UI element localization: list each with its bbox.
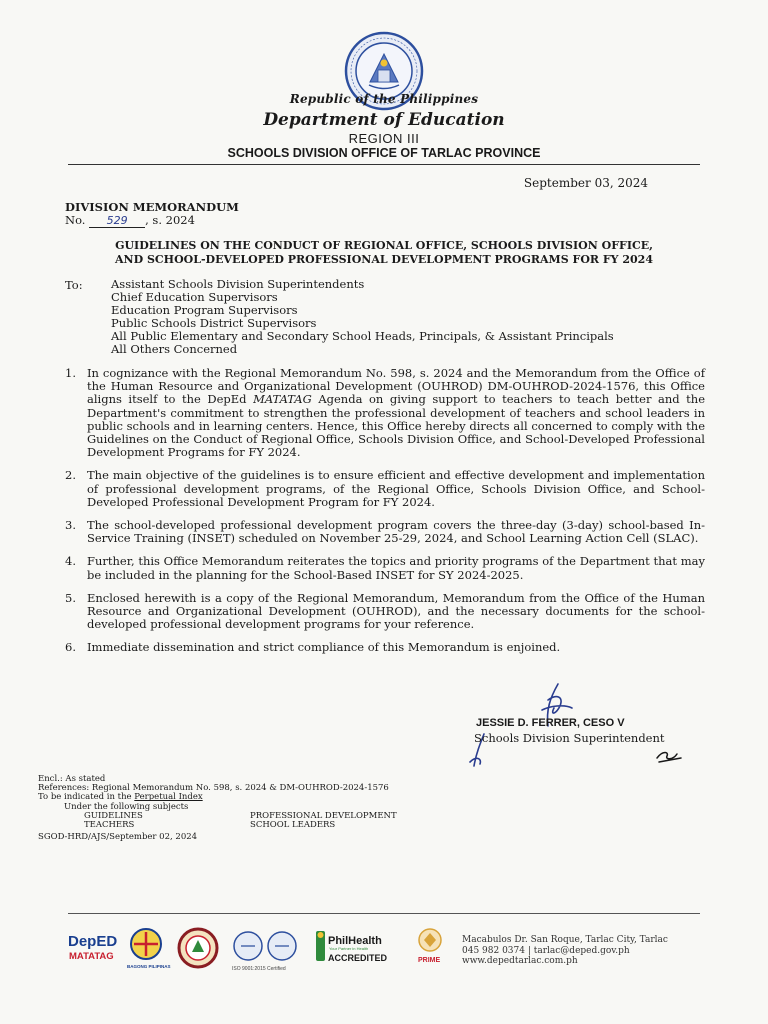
references-note: References: Regional Memorandum No. 598, s. 2024 & DM-OUHROD-2024-1576 [38,783,389,794]
subjects-column-2 [250,812,397,830]
subjects-note: Under the following subjects [64,801,189,812]
paragraph-number: 4. [65,554,76,569]
recipient-item: Chief Education Supervisors [111,290,278,304]
paragraph-number: 2. [65,468,76,483]
paragraph-text: In cognizance with the Regional Memorandum No. 598, s. 2024 and the Memorandum from the Office of the Human Resource and Organizational Development (OUHROD) DM-OUHROD-2024-1576, this Office aligns itself to the DepEd [87,366,705,407]
memo-number: 529 [89,214,145,228]
paragraph-number: 3. [65,518,76,533]
paragraph-number: 1. [65,366,76,380]
paragraph-number: 5. [65,590,76,605]
footnotes [38,775,389,812]
paragraph [65,367,705,459]
index-prefix: To be indicated in the [38,792,135,803]
paragraph-text: Agenda on giving support to teachers to teach better and the Department's commitment to strengthen the professional development of teachers and school leaders in public schools and in learning centers. Hence, this Office hereby directs all concerned to comply with the Guidelines on the Conduct of Regional Office, Schools Division Office, and School-Developed Professional Development Programs for FY 2024. [87,392,705,460]
signatory-name: JESSIE D. FERRER, CESO V [476,717,625,729]
prime-hrm-logo [418,929,441,964]
to-label: To: [65,278,83,292]
footer-contact [462,935,668,967]
footer-divider [68,913,700,914]
recipient-item: All Others Concerned [111,342,238,356]
signatory-title: Schools Division Superintendent [474,731,665,745]
initial-mark-icon [655,748,683,764]
paragraph-text: Further, this Office Memorandum reiterates the topics and priority programs of the Department that may be included in the planning for the School-Based INSET for SY 2024-2025. [87,554,705,582]
accredited-text: ACCREDITED [328,953,388,963]
subjects-column-1 [84,812,143,830]
enclosure-note: Encl.: As stated [38,774,106,784]
paragraph-number: 6. [65,640,76,655]
sdo-tarlac-seal-icon [179,929,217,967]
deped-matatag-logo [68,933,117,962]
paragraph [65,592,705,632]
footer-logos [68,926,458,972]
bagong-pilipinas-text: BAGONG PILIPINAS [127,964,171,969]
paragraph-text: Immediate dissemination and strict compliance of this Memorandum is enjoined. [87,640,561,655]
recipient-item: Assistant Schools Division Superintendents [111,277,365,291]
perpetual-index-label: Perpetual Index [134,792,203,803]
subject-line-1: GUIDELINES ON THE CONDUCT OF REGIONAL OFFICE, SCHOOLS DIVISION OFFICE, [115,239,653,252]
recipient-item: Education Program Supervisors [111,303,298,317]
reference-code: SGOD-HRD/AJS/September 02, 2024 [38,832,198,842]
memo-no-prefix: No. [65,213,86,227]
recipient-item: Public Schools District Supervisors [111,316,317,330]
recipient-item: All Public Elementary and Secondary School Heads, Principals, & Assistant Principals [111,329,614,343]
memo-series: , s. 2024 [145,213,195,227]
subject-tag: TEACHERS [84,820,135,831]
website-link[interactable]: www.depedtarlac.com.ph [462,956,578,966]
memo-type: DIVISION MEMORANDUM [65,200,239,214]
subject-tag: GUIDELINES [84,811,143,821]
paragraph [65,641,705,654]
recipient-list [111,278,614,356]
memo-subject [70,239,698,267]
paragraph-text: Enclosed herewith is a copy of the Regional Memorandum, Memorandum from the Office of the Human Resource and Organizational Development (OUHROD), and the necessary documents for the school-developed professional development programs for your reference. [87,590,705,632]
philhealth-tagline: Your Partner in Health [329,946,369,951]
memo-date: September 03, 2024 [523,176,648,190]
matatag-logo-text: MATATAG [69,951,114,962]
deped-logo-text: DepED [68,933,118,950]
paragraph [65,519,705,545]
iso-certified-text: ISO 9001:2015 Certified [232,966,286,972]
philhealth-accredited-logo [316,931,388,963]
bagong-pilipinas-logo [127,929,171,969]
iso-certification-logo [232,932,296,972]
prime-text: PRIME [418,957,441,964]
contact-info[interactable]: 045 982 0374 | tarlac@deped.gov.ph [462,945,630,956]
paragraph-text: The school-developed professional development program covers the three-day (3-day) school-based In-Service Training (INSET) scheduled on November 25-29, 2024, and School Learning Action Cell (SLAC). [87,518,705,546]
office-address: Macabulos Dr. San Roque, Tarlac City, Tarlac [462,935,668,945]
header-divider [68,164,700,165]
memo-body [65,367,705,665]
memo-number-line [65,213,195,228]
subject-tag: SCHOOL LEADERS [250,820,336,831]
paragraph-text: The main objective of the guidelines is to ensure efficient and effective development and implementation of professional development programs, of the Regional Office, Schools Division Office, and School-Developed Professional Development Program for FY 2024. [87,468,705,509]
header-department: Department of Education [263,110,505,130]
paragraph [65,469,705,509]
philhealth-text: PhilHealth [328,935,382,947]
header-republic: Republic of the Philippines [289,92,479,106]
header-office: SCHOOLS DIVISION OFFICE OF TARLAC PROVINCE [227,146,541,160]
subject-line-2: AND SCHOOL-DEVELOPED PROFESSIONAL DEVELOPMENT PROGRAMS FOR FY 2024 [115,253,653,266]
paragraph [65,555,705,581]
paragraph-emphasis: MATATAG [253,392,312,407]
subject-tag: PROFESSIONAL DEVELOPMENT [250,811,397,821]
header-region: REGION III [348,131,420,146]
